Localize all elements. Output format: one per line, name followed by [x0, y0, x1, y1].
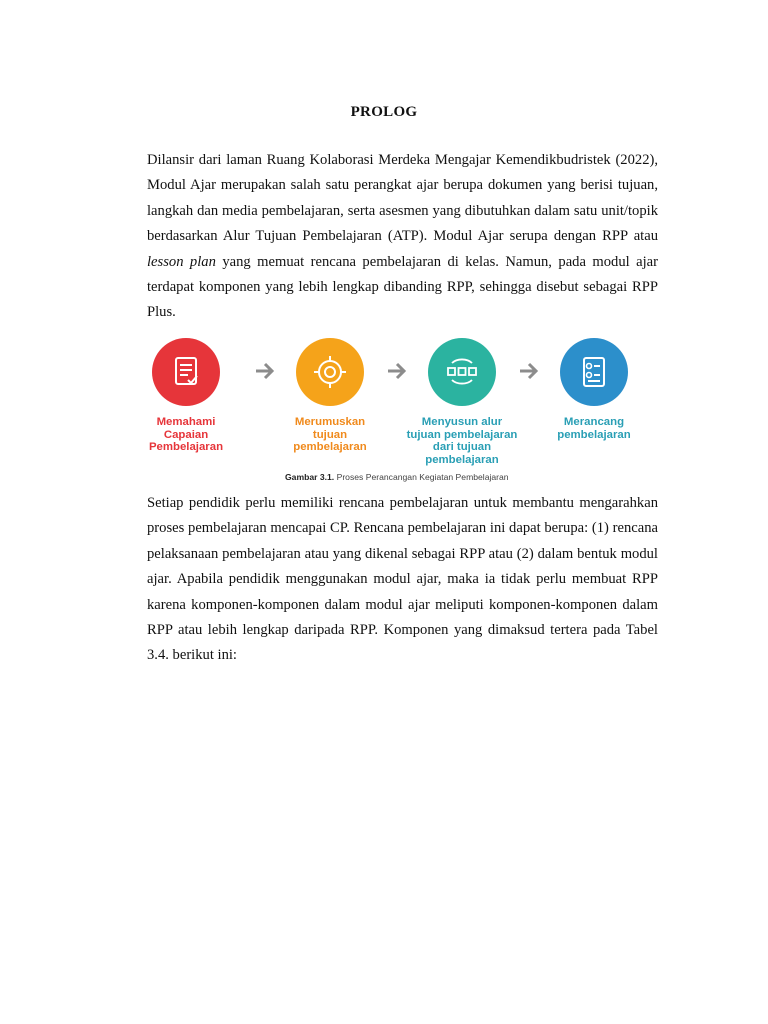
caption-number: Gambar 3.1.: [285, 472, 335, 482]
step-1-circle: [152, 338, 220, 406]
intro-text-start: Dilansir dari laman Ruang Kolaborasi Merdeka Mengajar Kemendikbudristek (2022), Modul Ajar merupakan salah satu perangkat ajar berupa dokumen yang berisi tujuan, langkah dan media pembelajaran, serta asesmen yang dibutuhkan dalam satu unit/topik berdasarkan Alur Tujuan Pembelajaran (ATP). Modul Ajar serupa dengan RPP atau: [147, 152, 658, 245]
step-2-line-3: pembelajaran: [293, 441, 367, 453]
step-1-line-2: Capaian: [163, 428, 209, 441]
intro-paragraph: [147, 148, 658, 326]
step-3-line-4: pembelajaran: [425, 453, 499, 466]
step-2-line-2: tujuan: [312, 428, 348, 441]
step-1-line-1: Memahami: [156, 416, 216, 428]
process-step-2: [270, 335, 390, 454]
document-checklist-icon: [166, 352, 206, 392]
step-1-label: [126, 416, 246, 454]
page-title: PROLOG: [350, 104, 418, 120]
caption-text: Proses Perancangan Kegiatan Pembelajaran: [334, 472, 509, 482]
body-paragraph: Setiap pendidik perlu memiliki rencana pembelajaran untuk membantu mengarahkan proses pembelajaran mencapai CP. Rencana pembelajaran ini dapat berupa: (1) rencana pelaksanaan pembelajaran atau yang dikenal sebagai RPP atau (2) dalam bentuk modul ajar. Apabila pendidik menggunakan modul ajar, maka ia tidak perlu membuat RPP karena komponen-komponen dalam modul ajar meliputi komponen-komponen dalam RPP atau lebih lengkap daripada RPP. Komponen yang dimaksud tertera pada Tabel 3.4. berikut ini:: [147, 495, 658, 664]
step-4-line-1: Merancang: [563, 416, 625, 428]
step-3-line-1: Menyusun alur: [421, 416, 503, 428]
step-1-line-3: Pembelajaran: [148, 441, 224, 453]
process-step-3: [402, 335, 522, 466]
figure-caption: [285, 472, 585, 482]
target-icon: [310, 352, 350, 392]
step-2-circle: [296, 338, 364, 406]
step-3-line-2: tujuan pembelajaran: [406, 428, 518, 441]
step-3-label: [402, 416, 522, 466]
step-4-circle: [560, 338, 628, 406]
step-2-line-1: Merumuskan: [294, 416, 366, 428]
process-figure: [150, 335, 650, 485]
plan-document-icon: [574, 352, 614, 392]
intro-text-end: yang memuat rencana pembelajaran di kelas. Namun, pada modul ajar terdapat komponen yang lebih lengkap dibanding RPP, sehingga disebut sebagai RPP Plus.: [147, 253, 659, 321]
step-4-label: [534, 416, 654, 441]
step-3-line-3: dari tujuan: [432, 441, 492, 453]
process-step-4: [534, 335, 654, 441]
flow-cycle-icon: [442, 352, 482, 392]
process-step-1: [126, 335, 246, 454]
step-3-circle: [428, 338, 496, 406]
intro-italic-term: lesson plan: [147, 253, 216, 270]
step-4-line-2: pembelajaran: [557, 428, 631, 441]
step-2-label: [270, 416, 390, 454]
